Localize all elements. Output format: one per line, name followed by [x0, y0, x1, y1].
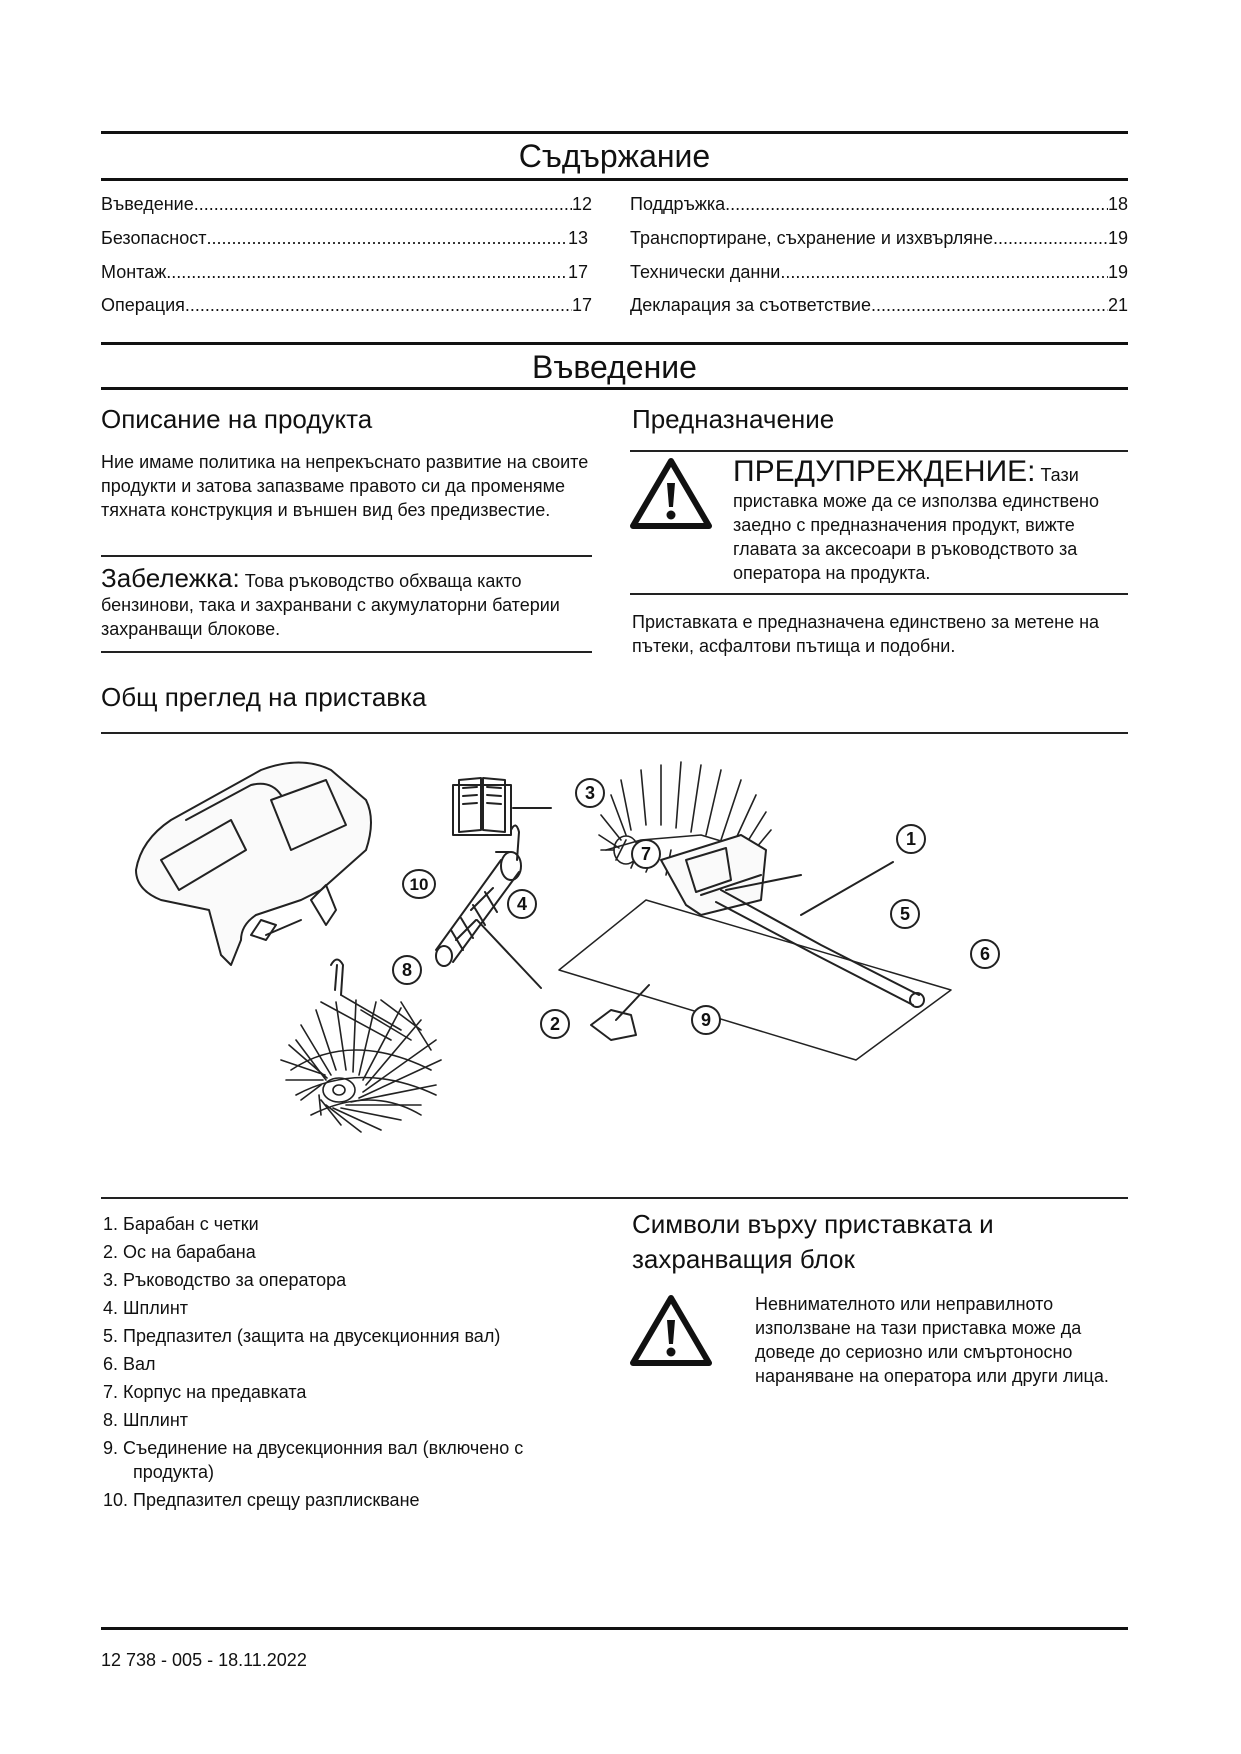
callout-2-label: 2	[549, 1014, 561, 1034]
brush-drum-left-drawing	[281, 995, 441, 1132]
warning-bottom-rule	[630, 593, 1128, 595]
warning-block	[733, 455, 1133, 585]
toc-entry[interactable]: Операция ..... 17	[101, 294, 592, 316]
callout-5	[889, 898, 921, 935]
callout-4	[506, 888, 538, 925]
note-text: Това ръководство обхваща както бензинови, така и захранвани с акумулаторни батерии захранващи блокове.	[101, 571, 560, 639]
callout-7	[630, 838, 662, 875]
callout-9-label: 9	[700, 1010, 712, 1030]
note-top-rule	[101, 555, 592, 557]
overview-illustration	[101, 740, 1128, 1190]
spray-guard-drawing	[136, 763, 371, 966]
symbols-text: Невнимателното или неправилното използване на тази приставка може да доведе до сериозно или смъртоносно нараняване на оператора или други лица.	[755, 1294, 1109, 1386]
toc-top-rule	[101, 131, 1128, 134]
intro-title-rule	[101, 387, 1128, 390]
product-description-text: Ние имаме политика на непрекъснато развитие на своите продукти и затова запазваме правото си да променяме тяхната конструкция и външен вид без предизвестие.	[101, 452, 589, 520]
callout-6	[969, 938, 1001, 975]
footer-rule	[101, 1627, 1128, 1630]
callout-8	[391, 954, 423, 991]
note-bottom-rule	[101, 651, 592, 653]
parts-list	[103, 1212, 583, 1516]
warning-top-rule	[630, 450, 1128, 452]
list-item: 10. Предпазител срещу разплискване	[103, 1490, 420, 1510]
symbols-heading: Символи върху приставката и захранващия блок	[632, 1209, 994, 1274]
intro-title: Въведение	[532, 349, 697, 385]
callout-6-label: 6	[979, 944, 991, 964]
toc-title-rule	[101, 178, 1128, 181]
split-pin-drawing	[331, 960, 343, 996]
list-item: 9. Съединение на двусекционния вал (включено с продукта)	[103, 1438, 524, 1482]
toc-entry[interactable]: Технически данни ..... 19	[630, 261, 1128, 283]
toc-entry[interactable]: Декларация за съответствие ..... 21	[630, 294, 1128, 316]
callout-3	[574, 777, 606, 814]
callout-4-label: 4	[516, 894, 528, 914]
shaft-guard-drawing	[661, 835, 801, 915]
purpose-heading: Предназначение	[632, 404, 835, 434]
list-item: 5. Предпазител (защита на двусекционния вал)	[103, 1326, 501, 1346]
toc-entry[interactable]: Въведение ..... 12	[101, 193, 592, 215]
product-description-heading: Описание на продукта	[101, 404, 373, 434]
intro-top-rule	[101, 342, 1128, 345]
list-item: 4. Шплинт	[103, 1298, 188, 1318]
warning-first-word: Тази	[1040, 465, 1079, 485]
warning-label: ПРЕДУПРЕЖДЕНИЕ:	[733, 455, 1036, 488]
callout-10	[401, 868, 437, 905]
overview-bottom-rule	[101, 1197, 1128, 1199]
footer-text: 12 738 - 005 - 18.11.2022	[101, 1650, 307, 1670]
purpose-text: Приставката е предназначена единствено за метене на пътеки, асфалтови пътища и подобни.	[632, 612, 1100, 656]
list-item: 6. Вал	[103, 1354, 156, 1374]
callout-5-label: 5	[899, 904, 911, 924]
list-item: 1. Барабан с четки	[103, 1214, 259, 1234]
list-item: 3. Ръководство за оператора	[103, 1270, 347, 1290]
note-block	[101, 563, 592, 641]
warning-triangle-icon	[628, 455, 714, 531]
callout-8-label: 8	[401, 960, 413, 980]
overview-heading: Общ преглед на приставка	[101, 682, 427, 712]
callout-1	[895, 823, 927, 860]
toc-title: Съдържание	[518, 138, 711, 174]
warning-text: приставка може да се използва единствено заедно с предназначения продукт, вижте главата за аксесоари в ръководството за оператора на продукта.	[733, 491, 1099, 583]
toc-entry[interactable]: Безопасност ..... 13	[101, 227, 588, 249]
callout-9	[690, 1004, 722, 1041]
toc-entry[interactable]: Транспортиране, съхранение и изхвърляне ..... 19	[630, 227, 1128, 249]
list-item: 8. Шплинт	[103, 1410, 188, 1430]
callout-3-label: 3	[584, 783, 596, 803]
overview-top-rule	[101, 732, 1128, 734]
list-item: 2. Ос на барабана	[103, 1242, 256, 1262]
callout-1-label: 1	[905, 829, 917, 849]
callout-7-label: 7	[640, 844, 652, 864]
note-label: Забележка:	[101, 563, 240, 593]
warning-triangle-icon	[628, 1292, 714, 1368]
callout-10-label: 10	[409, 875, 429, 894]
manual-drawing	[453, 778, 551, 835]
list-item: 7. Корпус на предавката	[103, 1382, 307, 1402]
toc-entry[interactable]: Монтаж ..... 17	[101, 261, 588, 283]
callout-2	[539, 1008, 571, 1045]
toc-entry[interactable]: Поддръжка ..... 18	[630, 193, 1128, 215]
